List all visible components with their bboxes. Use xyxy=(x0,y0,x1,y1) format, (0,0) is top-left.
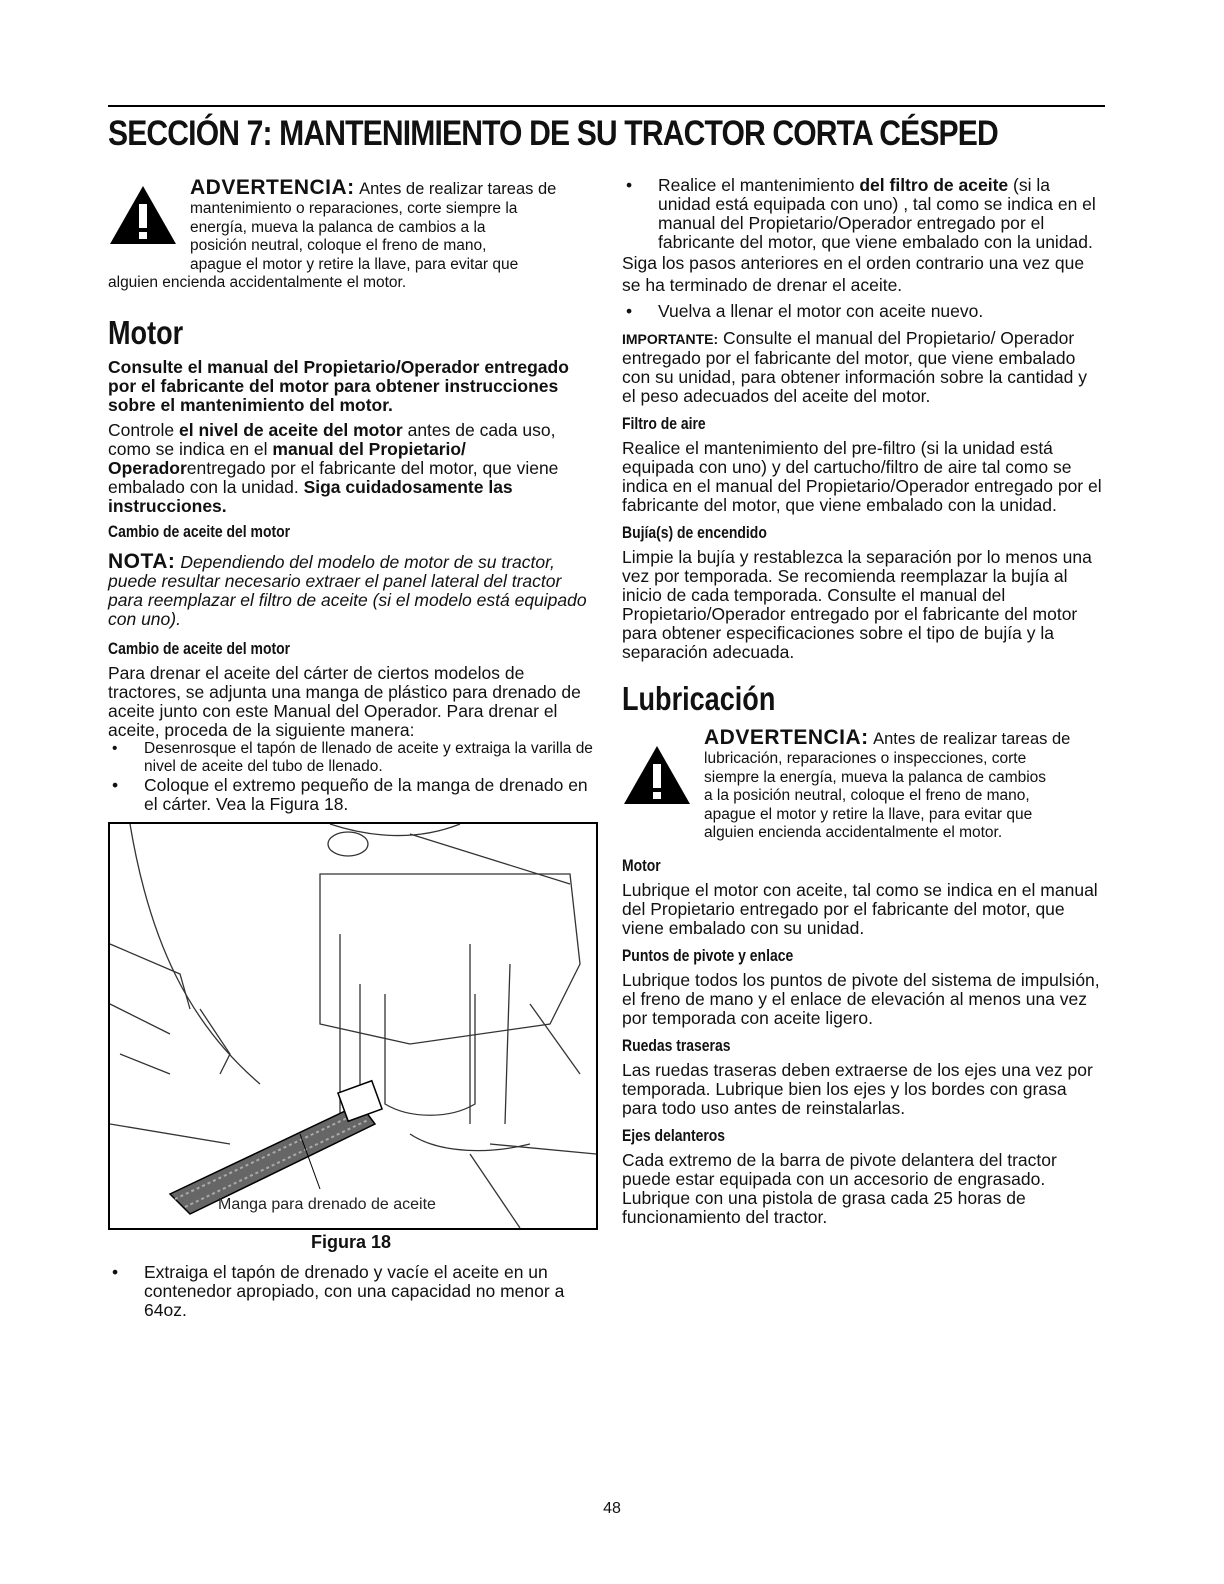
page-number: 48 xyxy=(603,1500,621,1517)
warning-line: lubricación, reparaciones o inspecciones, corte xyxy=(704,750,1027,767)
warning-line: apague el motor y retire la llave, para evitar que xyxy=(190,255,519,273)
warning-text: Antes de realizar tareas de xyxy=(873,730,1071,748)
figure-caption: Figura 18 xyxy=(310,1232,392,1252)
subheading-motor: Motor xyxy=(622,856,661,875)
text-run: entregado por el fabricante del motor, que viene embalado con la unidad. xyxy=(108,458,559,497)
text-run: Realice el mantenimiento xyxy=(658,175,860,195)
repeat-steps-paragraph: Siga los pasos anteriores en el orden contrario una vez que se ha terminado de drenar el aceite. xyxy=(622,253,1085,295)
spark-plug-paragraph: Limpie la bujía y restablezca la separación por lo menos una vez por temporada. Se recomienda reemplazar la bujía al inicio de cada temporada. Consulte el manual del Propietario/Operador entregado por el fabricante del motor para obtener especificaciones sobre el tipo de bujía y la separación adecuada. xyxy=(622,547,1092,662)
section-heading-lubrication: Lubricación xyxy=(622,680,776,717)
engine-drain-illustration xyxy=(110,824,596,1228)
header-rule xyxy=(108,105,1105,107)
motor-lubrication-paragraph: Lubrique el motor con aceite, tal como se indica en el manual del Propietario entregado por el fabricante del motor, que viene embalado con su unidad. xyxy=(622,880,1098,938)
warning-box xyxy=(108,176,594,296)
left-column xyxy=(108,176,594,1320)
text-run: antes de cada uso, como se indica en el xyxy=(108,420,556,459)
rear-wheels-paragraph: Las ruedas traseras deben extraerse de los ejes una vez por temporada. Lubrique bien los ejes y los bordes con grasa para todo uso antes de reinstalarlas. xyxy=(622,1060,1093,1118)
front-axles-paragraph: Cada extremo de la barra de pivote delantera del tractor puede estar equipada con un accesorio de engrasado. Lubrique con una pistola de grasa cada 25 horas de funcionamiento del tractor. xyxy=(622,1150,1057,1227)
warning-line: energía, mueva la palanca de cambios a la xyxy=(190,218,486,236)
figure-18-illustration xyxy=(108,822,598,1230)
text-run: Siga cuidadosamente las instrucciones. xyxy=(108,477,513,516)
warning-line: posición neutral, coloque el freno de mano, xyxy=(190,237,487,254)
warning-triangle-icon xyxy=(622,744,692,806)
air-filter-paragraph: Realice el mantenimiento del pre-filtro (si la unidad está equipada con uno) y del cartucho/filtro de aire tal como se indica en el manual del Propietario/Operador entregado por el fabricante del motor, que viene embalado con la unidad. xyxy=(622,438,1102,515)
warning-head: ADVERTENCIA: xyxy=(704,726,869,749)
text-run: (si la unidad está equipada con uno) , tal como se indica en el manual del Propietario/Operador entregado por el fabricante del motor, que viene embalado con la unidad. xyxy=(658,175,1096,252)
warning-line: alguien encienda accidentalmente el motor. xyxy=(108,274,407,291)
warning-line: mantenimiento o reparaciones, corte siempre la xyxy=(190,200,518,217)
note-paragraph xyxy=(108,552,594,629)
text-run: del filtro de aceite xyxy=(859,175,1009,195)
motor-intro: Consulte el manual del Propietario/Operador entregado por el fabricante del motor para obtener instrucciones sobre el mantenimiento del motor. xyxy=(108,357,569,415)
list-item: • Extraiga el tapón de drenado y vacíe el aceite en un contenedor apropiado, con una capacidad no menor a 64oz. xyxy=(108,1263,594,1320)
warning-head: ADVERTENCIA: xyxy=(190,176,355,199)
list-item: • Coloque el extremo pequeño de la manga de drenado en el cárter. Vea la Figura 18. xyxy=(108,776,594,814)
oil-level-paragraph xyxy=(108,421,594,516)
pivot-paragraph: Lubrique todos los puntos de pivote del sistema de impulsión, el freno de mano y el enlace de elevación al menos una vez por temporada con aceite ligero. xyxy=(622,970,1100,1028)
warning-triangle-icon xyxy=(108,184,178,246)
text-run: manual del Propietario/ Operador xyxy=(108,439,466,478)
warning-line: siempre la energía, mueva la palanca de cambios xyxy=(704,768,1047,786)
list-item xyxy=(622,176,1104,252)
subheading-air-filter: Filtro de aire xyxy=(622,414,706,433)
figure-label: Manga para drenado de aceite xyxy=(218,1196,436,1213)
warning-line: apague el motor y retire la llave, para evitar que xyxy=(704,805,1033,823)
drain-paragraph: Para drenar el aceite del cárter de ciertos modelos de tractores, se adjunta una manga de plástico para drenado de aceite junto con este Manual del Operador. Para drenar el aceite, proceda de la siguiente manera: xyxy=(108,663,581,740)
list-item: • Vuelva a llenar el motor con aceite nuevo. xyxy=(622,302,1104,321)
text-run: Consulte el manual del Propietario/ Operador entregado por el fabricante del motor, que viene embalado con su unidad, para obtener información sobre la cantidad y el peso adecuados del aceite del motor. xyxy=(622,328,1088,406)
subheading-rear-wheels: Ruedas traseras xyxy=(622,1036,731,1055)
list-item: • Desenrosque el tapón de llenado de aceite y extraiga la varilla de nivel de aceite del tubo de llenado. xyxy=(108,740,594,776)
subheading-front-axles: Ejes delanteros xyxy=(622,1126,726,1145)
subheading-spark-plug: Bujía(s) de encendido xyxy=(622,523,767,542)
importante-label: IMPORTANTE: xyxy=(622,331,719,347)
note-text: Dependiendo del modelo de motor de su tractor, puede resultar necesario extraer el panel lateral del tractor para reemplazar el filtro de aceite (si el modelo está equipado con uno). xyxy=(108,552,587,629)
right-column xyxy=(622,176,1104,1227)
page-title: SECCIÓN 7: MANTENIMIENTO DE SU TRACTOR CORTA CÉSPED xyxy=(108,114,998,153)
warning-text: Antes de realizar tareas de xyxy=(359,180,557,198)
importante-paragraph xyxy=(622,329,1104,406)
section-heading-motor: Motor xyxy=(108,314,184,351)
text-run: Controle xyxy=(108,420,180,440)
subheading-pivot: Puntos de pivote y enlace xyxy=(622,946,794,965)
warning-line: alguien encienda accidentalmente el motor. xyxy=(704,824,1003,841)
subheading-oil-change: Cambio de aceite del motor xyxy=(108,522,291,541)
warning-box xyxy=(622,726,1104,846)
warning-line: a la posición neutral, coloque el freno de mano, xyxy=(704,787,1030,804)
subheading-oil-change-2: Cambio de aceite del motor xyxy=(108,639,291,658)
note-label: NOTA: xyxy=(108,550,176,573)
text-run: el nivel de aceite del motor xyxy=(179,420,403,440)
